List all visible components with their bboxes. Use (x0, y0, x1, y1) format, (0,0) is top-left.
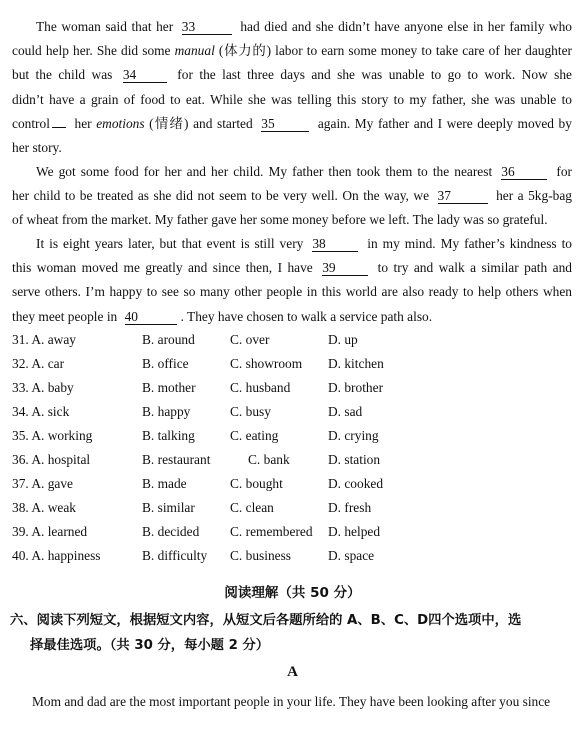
option-d: D. fresh (328, 500, 372, 515)
option-b: B. similar (142, 500, 195, 515)
text-line (12, 63, 572, 87)
option-row (12, 424, 572, 448)
section-instruction (10, 608, 575, 658)
option-b: B. decided (142, 524, 200, 539)
option-a: 34. A. sick (12, 404, 70, 419)
instruction-line: 六、阅读下列短文，根据短文内容，从短文后各题所给的 A、B、C、D四个选项中，选 (10, 613, 522, 628)
text: this woman moved me greatly and since then, I have (12, 260, 313, 276)
text: her a 5kg-bag (496, 188, 572, 204)
blank-37: 37 (438, 189, 488, 204)
text: again. My father and I were deeply moved by (317, 115, 572, 131)
option-b: B. difficulty (142, 548, 208, 563)
option-c: C. showroom (230, 356, 303, 371)
text: for the last three days and she was unable to go to work. Now she (177, 67, 572, 83)
option-c: C. husband (230, 380, 291, 395)
blank-39: 39 (322, 261, 368, 276)
option-row (12, 376, 572, 400)
option-d: D. crying (328, 428, 379, 443)
text: for (556, 164, 572, 179)
text: to try and walk a similar path and (377, 260, 572, 276)
text: her (74, 115, 92, 131)
text-line: her story. (12, 140, 62, 156)
option-d: D. kitchen (328, 356, 384, 371)
text: We got some food for her and her child. My father then took them to the nearest (36, 164, 493, 179)
option-a: 33. A. baby (12, 380, 74, 395)
option-row (12, 496, 572, 520)
option-c: C. eating (230, 428, 279, 443)
option-d: D. space (328, 548, 375, 563)
instruction-line: 择最佳选项。（共 30 分，每小题 2 分） (30, 638, 270, 653)
option-b: B. office (142, 356, 189, 371)
option-b: B. around (142, 332, 195, 347)
option-c: C. bank (248, 452, 290, 467)
option-row (12, 544, 572, 568)
text: . They have chosen to walk a service path also. (180, 308, 433, 324)
option-d: D. station (328, 452, 381, 467)
reading-passage-first-line: Mom and dad are the most important people in your life. They have been looking after you since (32, 694, 551, 709)
text-line: serve others. I’m happy to see so many other people in this world are also ready to help others when (12, 284, 572, 300)
option-c: C. bought (230, 476, 283, 491)
option-a: 35. A. working (12, 428, 93, 443)
text: her child to be treated as she did not seem to be very well. On the way, we (12, 188, 430, 204)
text-line (12, 39, 572, 63)
option-row (12, 520, 572, 544)
cloze-paragraph-2 (12, 160, 572, 233)
option-c: C. remembered (230, 524, 313, 539)
text-line: didn’t have a grain of food to eat. While she was telling this story to my father, she was unable to (12, 91, 572, 107)
italic-word: manual (174, 43, 215, 59)
cloze-paragraph-1 (12, 15, 572, 160)
option-b: B. mother (142, 380, 196, 395)
option-a: 32. A. car (12, 356, 65, 371)
option-d: D. sad (328, 404, 363, 419)
option-b: B. talking (142, 428, 195, 443)
option-c: C. busy (230, 404, 271, 419)
text-line (12, 305, 572, 329)
text-line (12, 15, 572, 39)
option-a: 31. A. away (12, 332, 76, 347)
option-row (12, 400, 572, 424)
text-line (12, 160, 572, 184)
text-line (12, 184, 572, 208)
text-line: of wheat from the market. My father gave her some money before we left. The lady was so grateful. (12, 212, 548, 228)
option-a: 36. A. hospital (12, 452, 91, 467)
blank-34: 34 (123, 68, 167, 83)
option-c: C. clean (230, 500, 274, 515)
option-a: 40. A. happiness (12, 548, 101, 563)
blank-36: 36 (501, 165, 547, 180)
text: in my mind. My father’s kindness to (367, 236, 572, 251)
blank-control (52, 127, 66, 128)
blank-35: 35 (261, 117, 309, 132)
option-row (12, 352, 572, 376)
text: they meet people in (12, 308, 118, 324)
option-b: B. made (142, 476, 187, 491)
option-c: C. business (230, 548, 292, 563)
text-line (12, 256, 572, 280)
option-a: 38. A. weak (12, 500, 76, 515)
option-row (12, 472, 572, 496)
blank-40: 40 (125, 310, 177, 325)
text: It is eight years later, but that event is still very (36, 236, 304, 251)
passage-letter: A (287, 664, 298, 680)
blank-38: 38 (312, 237, 358, 252)
text-line (12, 112, 572, 136)
text: but the child was (12, 67, 113, 83)
cloze-paragraph-3 (12, 232, 572, 329)
section-title: 阅读理解（共 50 分） (224, 585, 361, 601)
text: control (12, 115, 50, 131)
text: had died and she didn’t have anyone else in her family who (240, 19, 572, 34)
text: could help her. She did some (12, 43, 171, 59)
option-b: B. restaurant (142, 452, 211, 467)
answer-options (12, 328, 572, 568)
text: (情绪) and started (149, 115, 253, 131)
option-d: D. cooked (328, 476, 384, 491)
option-row (12, 328, 572, 352)
option-d: D. brother (328, 380, 384, 395)
text-line (12, 232, 572, 256)
option-d: D. up (328, 332, 358, 347)
italic-word: emotions (96, 115, 145, 131)
blank-33: 33 (182, 20, 232, 35)
text: (体力的) labor to earn some money to take care of her daughter (218, 43, 572, 59)
option-a: 37. A. gave (12, 476, 73, 491)
option-row (12, 448, 572, 472)
option-a: 39. A. learned (12, 524, 88, 539)
option-d: D. helped (328, 524, 381, 539)
text: The woman said that her (36, 19, 174, 34)
option-c: C. over (230, 332, 270, 347)
option-b: B. happy (142, 404, 191, 419)
